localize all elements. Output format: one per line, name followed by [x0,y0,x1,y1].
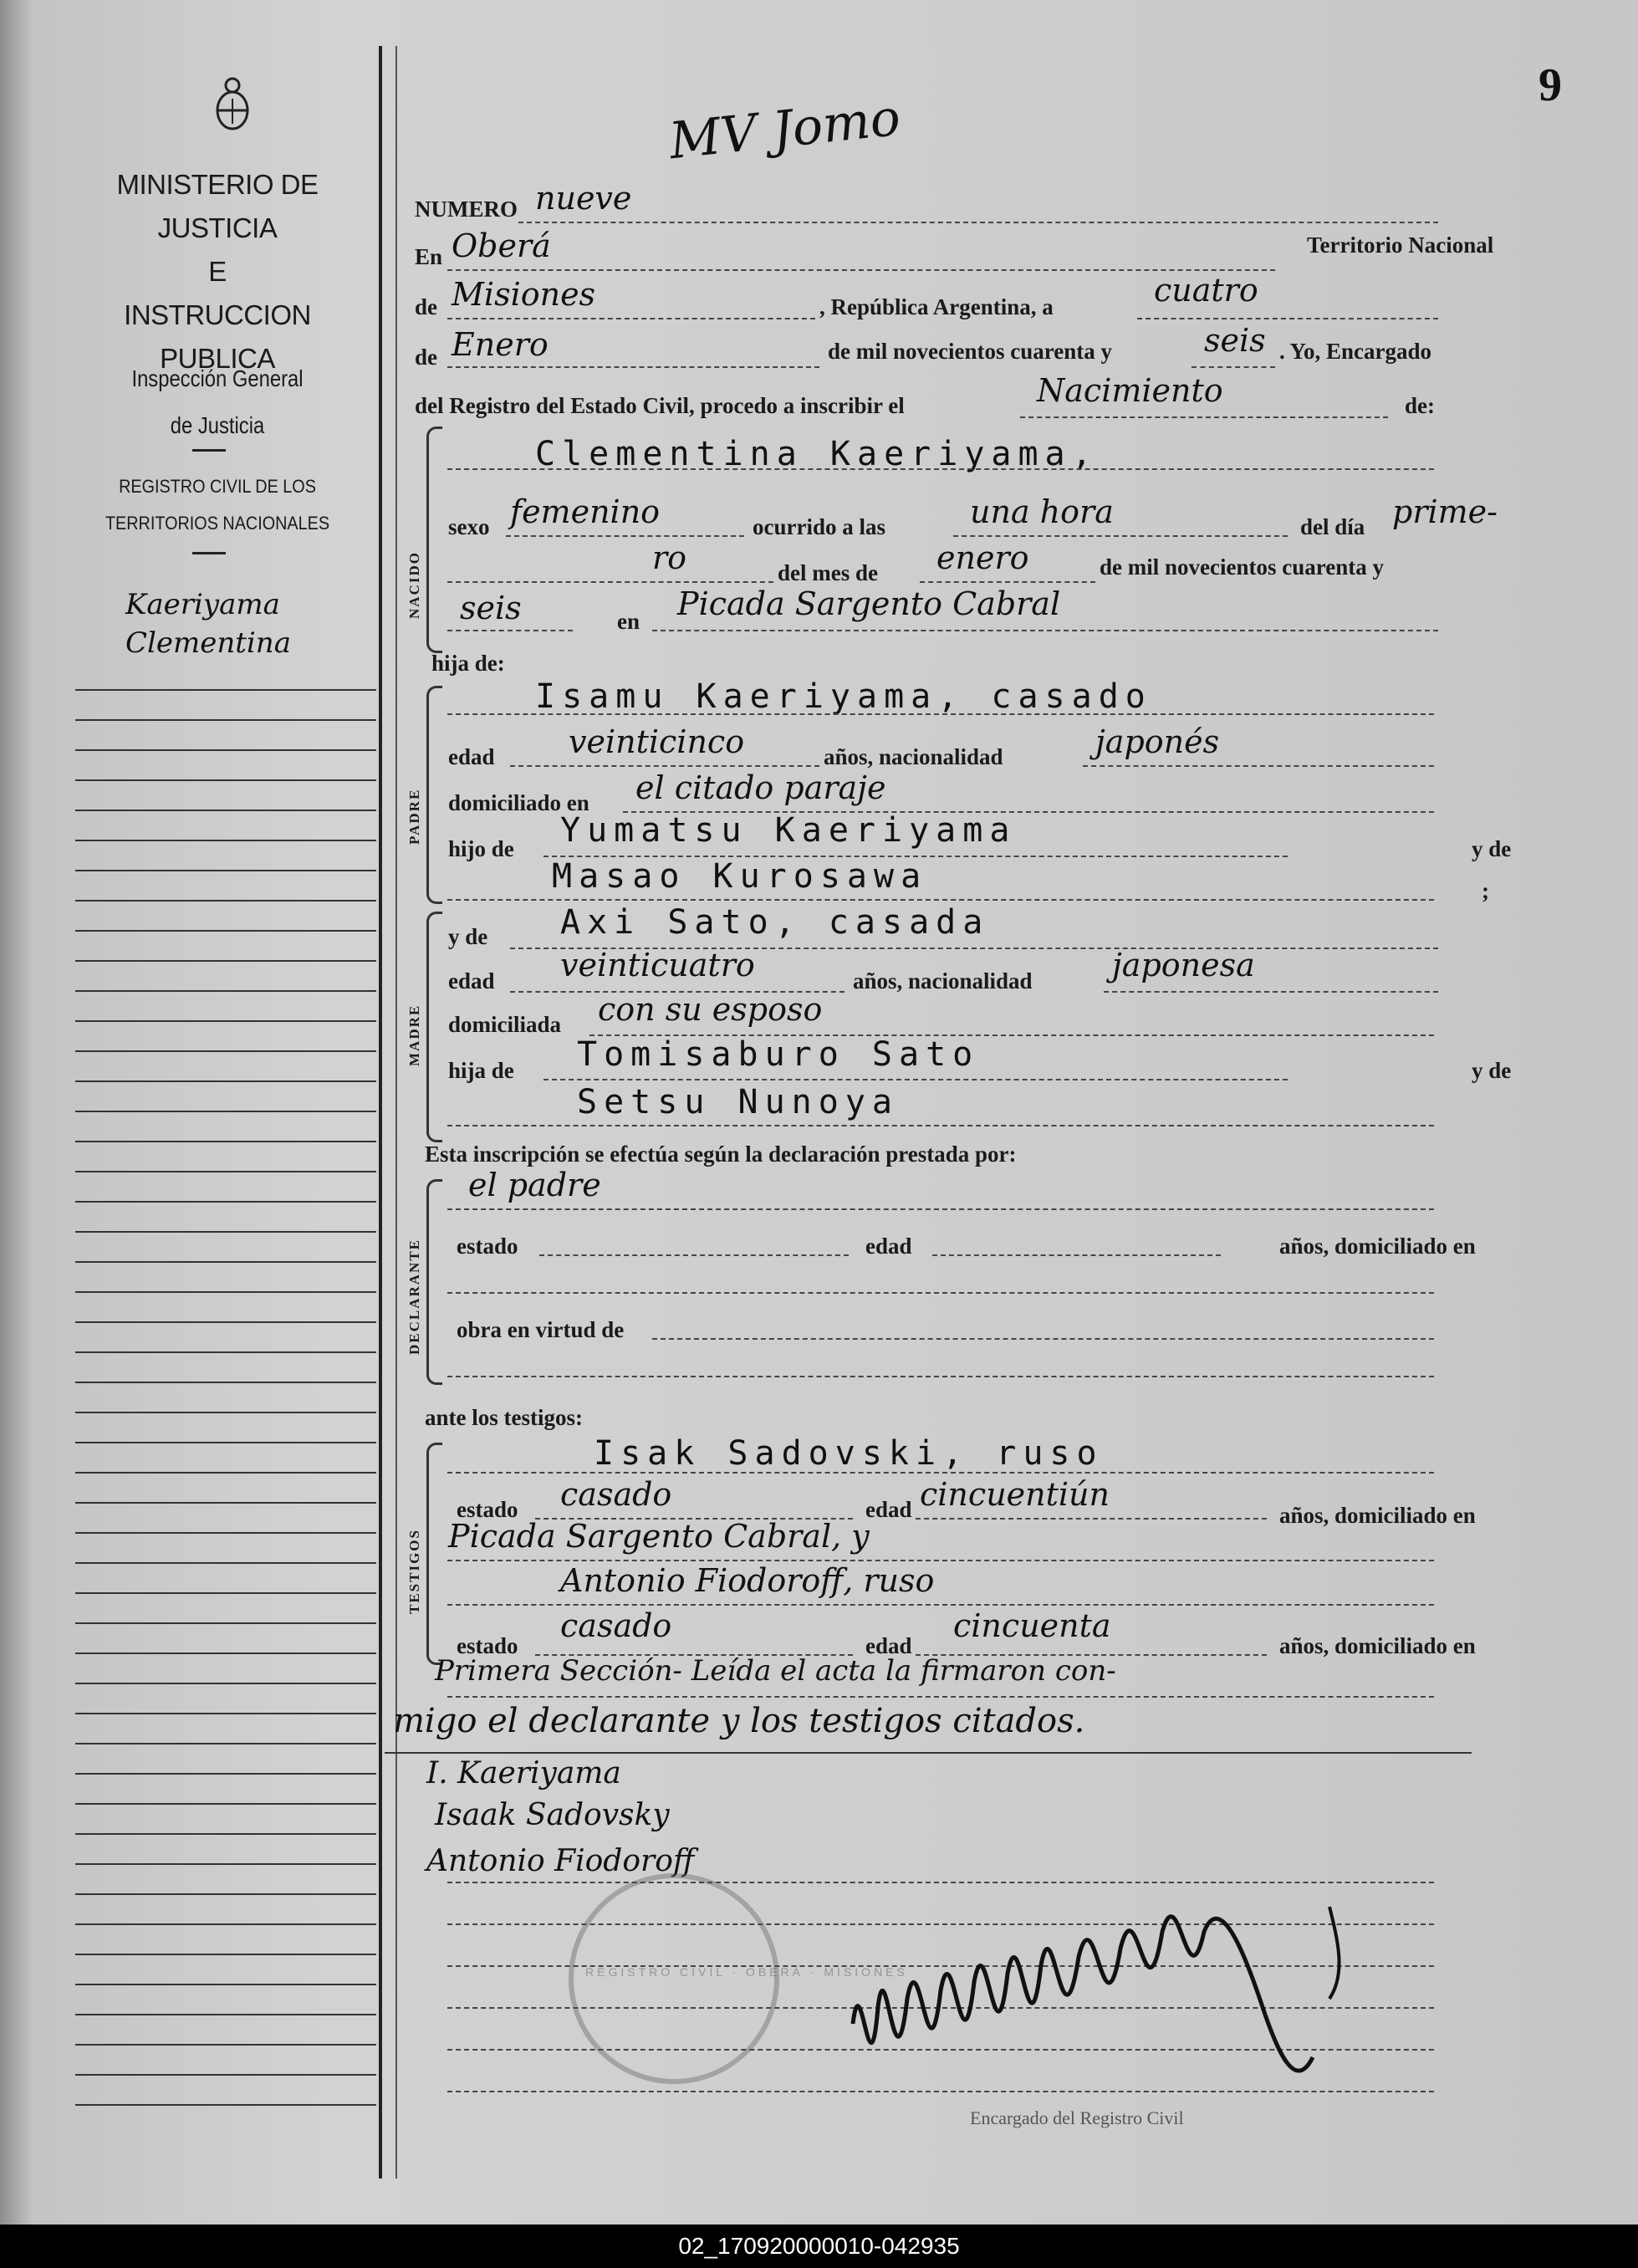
hijo-de-label: hijo de [448,836,514,861]
edad-label: edad [865,1633,912,1658]
del-dia-label: del día [1300,514,1365,539]
coat-of-arms-icon [213,75,252,134]
fill-line [652,630,1438,631]
father-nationality: japonés [1095,723,1220,760]
registry-line: REGISTRO CIVIL DE LOS [119,476,316,497]
de-label: de [415,294,437,319]
closing-text: migo el declarante y los testigos citados. [393,1702,1085,1740]
day-value: cuatro [1154,272,1258,309]
witness1-age: cincuentiún [920,1476,1110,1513]
semicolon: ; [1482,878,1489,903]
yo-encargado-text: . Yo, Encargado [1279,339,1432,364]
signature-kaeriyama: I. Kaeriyama [426,1756,621,1790]
y-de-label: y de [448,924,488,949]
top-annotation: MV Jomo [666,88,903,171]
sexo-value: femenino [510,493,661,530]
year-text: de mil novecientos cuarenta y [828,339,1112,364]
testigos-tag: TESTIGOS [406,1529,422,1614]
registrar-signature-icon [828,1857,1413,2133]
fill-line [447,468,1434,470]
ministry-heading [63,163,372,381]
fill-line [932,1254,1221,1256]
ocurrido-label: ocurrido a las [753,514,885,539]
image-id-footer: 02_170920000010-042935 [0,2225,1638,2268]
divider [192,552,226,554]
en-label: En [415,244,443,269]
republica-label: , República Argentina, a [819,294,1054,319]
ministry-line: INSTRUCCION PUBLICA [124,299,311,374]
fill-line [447,1208,1434,1210]
declarant-value: el padre [468,1167,601,1203]
father-age: veinticinco [569,723,745,760]
fill-line [447,899,1434,901]
mother-nationality: japonesa [1112,947,1255,983]
lugar-value: Picada Sargento Cabral [677,585,1061,622]
fill-line [447,1376,1434,1377]
ministry-line: MINISTERIO DE JUSTICIA [116,169,319,243]
anos-nacionalidad-label: años, nacionalidad [824,744,1003,769]
estado-label: estado [457,1633,518,1658]
dia-value-cont: ro [652,539,687,576]
estado-label: estado [457,1234,518,1259]
obra-label: obra en virtud de [457,1317,625,1342]
mother-father: Tomisaburo Sato [577,1035,980,1074]
en-value: Oberá [452,227,551,264]
numero-label: NUMERO [415,197,518,222]
fill-line [447,1604,1434,1606]
fill-line [447,581,773,583]
bracket [426,686,442,904]
anos-nacionalidad-label: años, nacionalidad [853,968,1033,994]
numero-value: nueve [535,180,632,217]
witness1-name: Isak Sadovski, ruso [594,1434,1104,1473]
en-label: en [617,609,640,634]
territorio-label: Territorio Nacional [1307,232,1494,258]
page-number: 9 [1538,59,1562,111]
fill-line [506,535,744,537]
fill-line [953,535,1288,537]
month-value: Enero [452,326,549,363]
fill-line [1083,765,1434,767]
del-mes-label: del mes de [778,560,878,585]
bracket [426,1179,442,1385]
edad-label: edad [448,968,495,994]
child-name: Clementina Kaeriyama, [535,435,1099,473]
signature-sadovsky: Isaak Sadovsky [435,1798,670,1832]
fill-line [1104,991,1438,993]
witness2-name: Antonio Fiodoroff, ruso [560,1562,935,1599]
fill-line [518,222,1438,223]
margin-note-surname: Kaeriyama [125,588,280,621]
fill-line [543,1079,1288,1080]
declaracion-label: Esta inscripción se efectúa según la declaración prestada por: [425,1142,1017,1167]
fill-line [447,1472,1434,1474]
official-stamp [569,1873,779,2084]
de-mil-label: de mil novecientos cuarenta y [1100,554,1384,580]
fill-line [916,1518,1267,1520]
y-de-label: y de [1472,1058,1512,1083]
act-type: Nacimiento [1037,372,1223,409]
witness1-estado: casado [560,1476,672,1513]
fill-line [447,269,1275,271]
de-colon-label: de: [1405,393,1435,418]
fill-line [539,1254,849,1256]
mother-mother: Setsu Nunoya [577,1083,899,1121]
registry-line: TERRITORIOS NACIONALES [105,513,330,534]
fill-line [447,1696,1434,1698]
declarante-tag: DECLARANTE [406,1238,422,1355]
fill-line [1020,416,1388,418]
nacido-tag: NACIDO [406,551,422,619]
hija-de-label: hija de [448,1058,514,1083]
mother-name: Axi Sato, casada [560,903,990,942]
fill-line [447,1292,1434,1294]
hour-value: una hora [970,493,1114,530]
mother-domicile: con su esposo [598,991,823,1028]
fill-line [447,1560,1434,1561]
witness2-domicile: Primera Sección- Leída el acta la firmaron con- [435,1654,1116,1688]
inspection-heading [100,355,335,449]
column-separator [379,46,382,2179]
bracket [426,912,442,1142]
fill-line [652,1338,1434,1340]
witness2-estado: casado [560,1607,672,1644]
anos-domiciliado-label: años, domiciliado en [1279,1503,1476,1528]
mes-value: enero [936,539,1029,576]
father-father: Yumatsu Kaeriyama [560,811,1017,850]
mother-age: veinticuatro [560,947,755,983]
bracket [426,427,442,653]
edad-label: edad [865,1497,912,1522]
domiciliado-en-label: domiciliado en [448,790,589,815]
closing-line [385,1752,1472,1754]
dia-value: prime- [1392,493,1498,530]
fill-line [920,581,1095,583]
anio-value: seis [460,590,522,626]
fill-line [1137,318,1438,319]
father-name: Isamu Kaeriyama, casado [535,677,1152,716]
fill-line [447,630,573,631]
anos-domiciliado-label: años, domiciliado en [1279,1234,1476,1259]
ante-testigos-label: ante los testigos: [425,1405,583,1430]
fill-line [447,1125,1434,1126]
de-label: de [415,345,437,370]
inspection-line: Inspección General [131,365,304,391]
fill-line [510,765,819,767]
edad-label: edad [448,744,495,769]
registry-heading [94,468,342,542]
witness2-age: cincuenta [953,1607,1111,1644]
edad-label: edad [865,1234,912,1259]
province-value: Misiones [452,276,596,313]
registro-text: del Registro del Estado Civil, procedo a inscribir el [415,393,905,418]
bracket [426,1443,442,1665]
estado-label: estado [457,1497,518,1522]
y-de-label: y de [1472,836,1512,861]
fill-line [1192,366,1275,368]
ministry-line: E [208,256,227,287]
signature-fiodoroff: Antonio Fiodoroff [426,1844,695,1878]
column-separator [395,46,397,2179]
margin-note-given: Clementina [125,626,291,660]
stamp-text: REGISTRO CIVIL · OBERÁ · MISIONES [585,1965,908,1979]
sexo-label: sexo [448,514,490,539]
margin-ruled-lines [75,661,376,2107]
fill-line [447,318,815,319]
father-domicile: el citado paraje [635,769,886,806]
hija-de-label: hija de: [431,651,505,676]
encargado-caption: Encargado del Registro Civil [970,2107,1184,2128]
divider [192,449,226,452]
madre-tag: MADRE [406,1004,422,1066]
anos-domiciliado-label: años, domiciliado en [1279,1633,1476,1658]
domiciliada-label: domiciliada [448,1012,562,1037]
padre-tag: PADRE [406,788,422,845]
fill-line [447,713,1434,715]
father-mother: Masao Kurosawa [552,857,928,896]
year-value: seis [1204,322,1266,359]
witness1-domicile: Picada Sargento Cabral, y [448,1518,870,1555]
margin-note [125,585,291,662]
inspection-line: de Justicia [170,412,265,438]
fill-line [447,366,819,368]
